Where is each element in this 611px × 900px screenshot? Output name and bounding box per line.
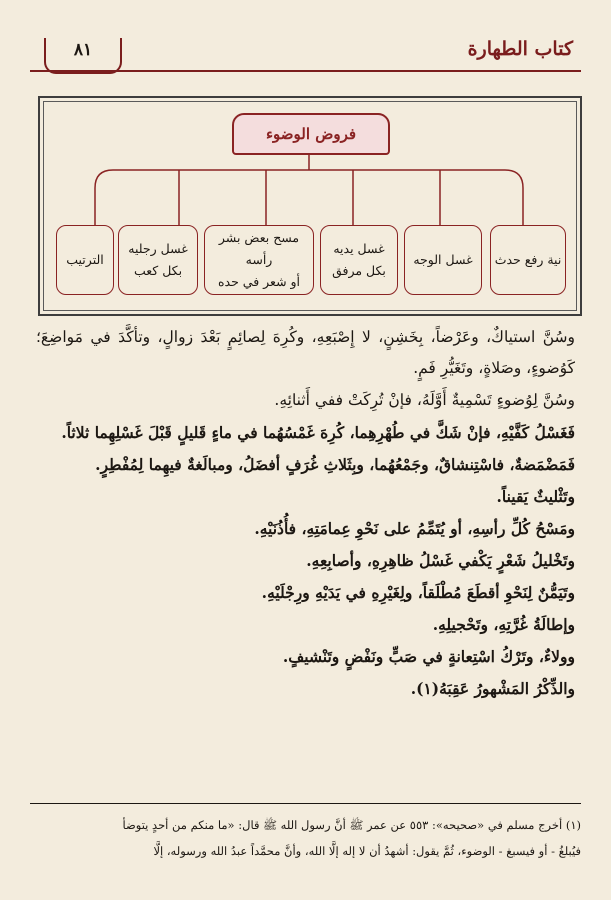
- diagram-leaf-order: [56, 225, 114, 295]
- leaf-line: بكل كعب: [133, 263, 183, 278]
- leaf-line: نية رفع حدث: [494, 252, 562, 267]
- diagram-leaf-face: [404, 225, 482, 295]
- footnote-line: فيُبلغُ - أو فيسبغ - الوضوء، ثُمَّ يقول: أشهدُ أن لا إله إلَّا الله، وأنَّ محمَّداً عبدُ الله ورسوله، إلَّا: [153, 844, 581, 858]
- leaf-line: غسل يديه: [333, 241, 385, 256]
- paragraph: والذِّكْرُ المَشْهورُ عَقِبَهُ(١).: [410, 679, 575, 698]
- diagram-leaf-feet: [118, 225, 198, 295]
- paragraph: وتَيَمُّنٌ لِنَحْوِ أقطَعَ مُطْلَقاً، ولِغَيْرِهِ في يَدَيْهِ ورِجْلَيْهِ.: [261, 583, 575, 602]
- paragraph: ومَسْحُ كُلِّ رأسِهِ، أو يُتَمِّمُ على نَحْوِ عِمامَتِهِ، فأُذُنَيْهِ.: [254, 519, 575, 538]
- paragraph: فَمَضْمَضةٌ، فاسْتِنشاقٌ، وجَمْعُهُما، وبِثَلاثِ غُرَفٍ أفضَلُ، ومبالَغةٌ فيهِما لِمُفْطِرٍ.: [95, 455, 575, 474]
- diagram-leaf-intention: [490, 225, 566, 295]
- leaf-line: الترتيب: [66, 252, 104, 267]
- paragraph: فَغَسْلُ كَفَّيْهِ، فإنْ شَكَّ في طُهْرِهِما، كُرِهَ غَمْسُهُما في ماءٍ قَليلٍ قَبْلَ غَسْلِهِما ثلاثاً.: [61, 423, 575, 442]
- paragraph: وإطالَةُ غُرَّتِهِ، وتَحْجيلِهِ.: [432, 615, 575, 634]
- paragraph: وسُنَّ استياكٌ، وعَرْضاً، بِخَشِنٍ، لا إِصْبَعِهِ، وكُرِهَ لِصائِمٍ بَعْدَ زوالٍ، وتأكَّدَ في مَواضِعَ؛ كَوُضوءٍ، وصَلاةٍ، وتَغَيُّرِ فَمٍ.: [36, 328, 575, 377]
- main-text: [36, 322, 575, 705]
- paragraph: وسُنَّ لِوُضوءٍ تَسْمِيةٌ أَوَّلَهُ، فإنْ تُرِكَتْ ففي أَثنائِهِ.: [274, 391, 575, 409]
- footnotes: [30, 812, 581, 864]
- diagram-leaf-head: [204, 225, 314, 295]
- leaf-line: مسح بعض بشر رأسه: [218, 230, 300, 267]
- diagram-root-box: فروض الوضوء: [232, 113, 390, 155]
- leaf-line: أو شعر في حده: [217, 274, 301, 289]
- paragraph: وتَخْليلُ شَعْرٍ يَكْفي غَسْلُ ظاهِرِهِ، وأصابِعِهِ.: [306, 551, 575, 570]
- leaf-line: بكل مرفق: [332, 263, 386, 278]
- diagram-leaf-hands: [320, 225, 398, 295]
- footnote-divider: [30, 803, 581, 804]
- paragraph: وتَثْليثٌ يَقيناً.: [496, 487, 575, 506]
- paragraph: وولاءٌ، وتَرْكُ اسْتِعانةٍ في صَبٍّ ونَفْضٍ وتَنْشيفٍ.: [282, 647, 575, 666]
- chapter-title: كتاب الطهارة: [467, 38, 573, 60]
- footnote-line: (١) أخرج مسلم في «صحيحه»: ٥٥٣ عن عمر ﷺ أنَّ رسول الله ﷺ قال: «ما منكم من أحدٍ يتوضأ: [122, 818, 581, 832]
- leaf-line: غسل رجليه: [128, 241, 188, 256]
- leaf-line: غسل الوجه: [413, 252, 473, 267]
- page-number: ٨١: [73, 40, 93, 60]
